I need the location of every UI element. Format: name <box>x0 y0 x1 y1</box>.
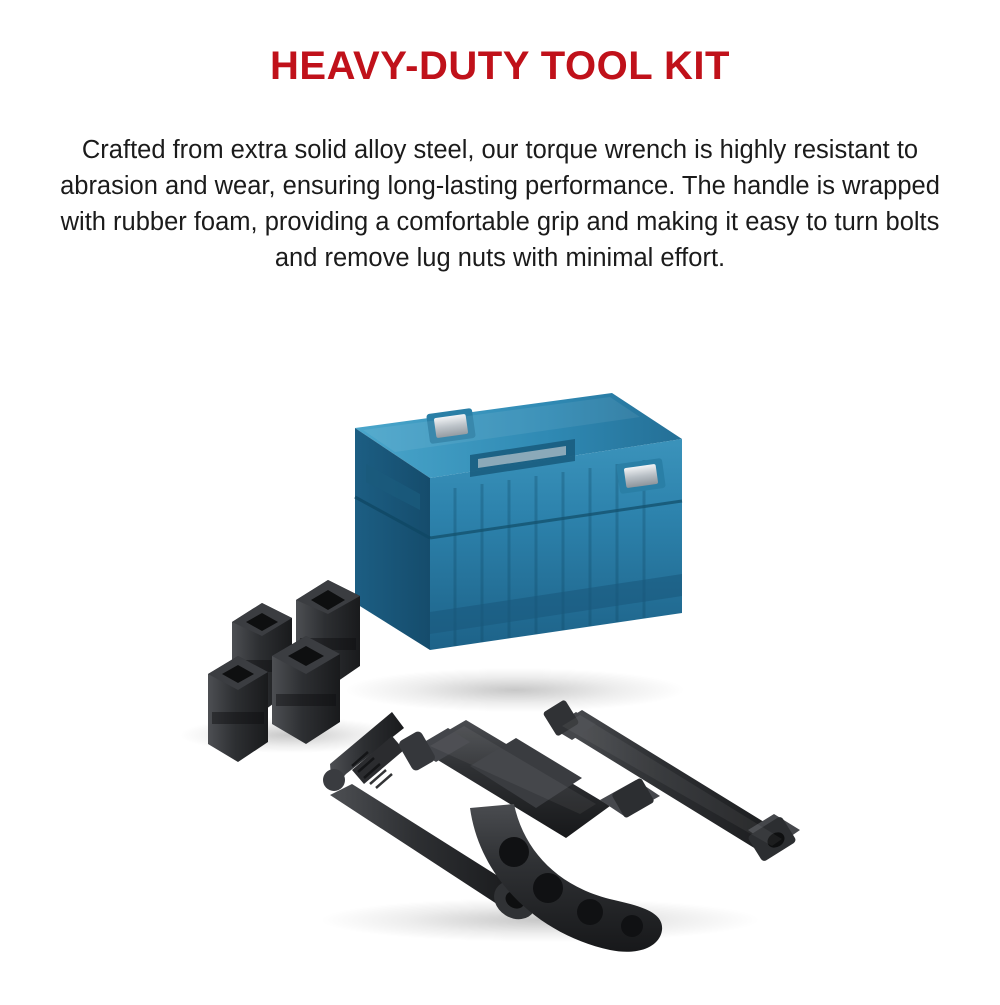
case-latch <box>616 458 666 494</box>
product-illustration <box>0 360 1000 1000</box>
impact-socket <box>208 656 268 762</box>
extension-bar <box>543 699 800 862</box>
case-shadow <box>345 668 685 712</box>
impact-socket <box>272 636 340 744</box>
page-title: HEAVY-DUTY TOOL KIT <box>270 44 730 88</box>
product-description: Crafted from extra solid alloy steel, our torque wrench is highly resistant to abrasion and wear, ensuring long-lasting performance. The handle is wrapped with rubber foam, providing a comfortable grip and making it easy to turn bolts and remove lug nuts with minimal effort. <box>60 136 940 272</box>
carry-case <box>355 393 682 650</box>
product-photo <box>0 360 1000 1000</box>
